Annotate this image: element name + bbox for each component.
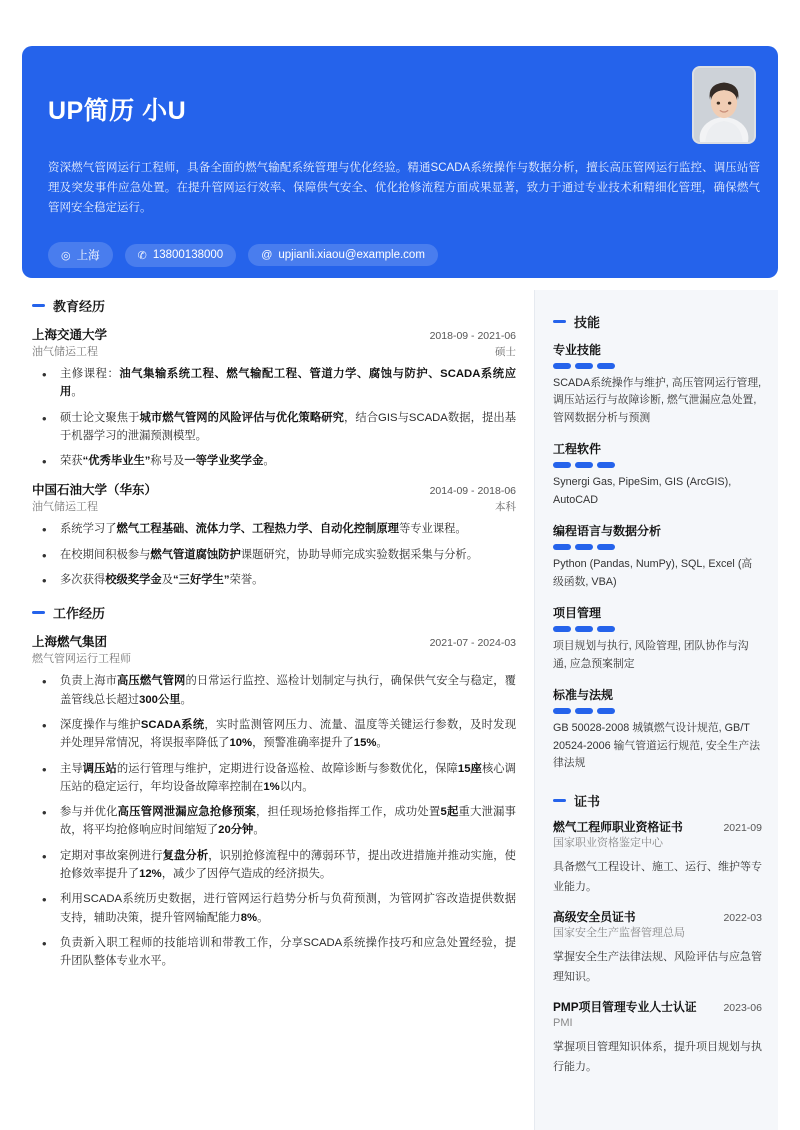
skill-detail: Synergi Gas, PipeSim, GIS (ArcGIS), AutoCAD [553, 476, 732, 506]
skill-name: 编程语言与数据分析 [553, 524, 662, 539]
section-dash-icon [553, 320, 566, 323]
section-education-title: 教育经历 [53, 299, 106, 314]
main-column [22, 290, 534, 1130]
skill-level-meter [553, 363, 762, 369]
skill-level-bar [597, 363, 615, 369]
section-work [32, 603, 516, 622]
certificate-name: PMP项目管理专业人士认证 [553, 999, 697, 1014]
certificate-date: 2022-03 [723, 911, 762, 924]
bullet-item: • 系统学习了燃气工程基础、流体力学、工程热力学、自动化控制原理等专业课程。 [32, 520, 516, 538]
skill-level-meter [553, 626, 762, 632]
bullet-item: • 参与并优化高压管网泄漏应急抢修预案，担任现场抢修指挥工作，成功处置5起重大泄漏事故，将平均抢修响应时间缩短了20分钟。 [32, 803, 516, 840]
certificate-date: 2021-09 [723, 821, 762, 834]
work-entry [32, 632, 516, 970]
bullet-item: • 负责上海市高压燃气管网的日常运行监控、巡检计划制定与执行，确保供气安全与稳定，覆盖管线总长超过300公里。 [32, 672, 516, 709]
education-major: 油气储运工程 [32, 501, 98, 514]
bullet-item: • 深度操作与维护SCADA系统，实时监测管网压力、流量、温度等关键运行参数，及时发现并处理异常情况，将误报率降低了10%，预警准确率提升了15%。 [32, 716, 516, 753]
bullet-item: • 主导调压站的运行管理与维护，定期进行设备巡检、故障诊断与参数优化，保障15座核心调压站的稳定运行，年均设备故障率控制在1%以内。 [32, 760, 516, 797]
bullet-list [32, 520, 516, 589]
bullet-item: • 定期对事故案例进行复盘分析，识别抢修流程中的薄弱环节，提出改进措施并推动实施，使抢修效率提升了12%，减少了因停气造成的经济损失。 [32, 847, 516, 884]
skill-detail: 项目规划与执行, 风险管理, 团队协作与沟通, 应急预案制定 [553, 640, 749, 670]
avatar [692, 66, 756, 144]
resume-body [22, 290, 778, 1130]
skill-level-bar [597, 544, 615, 550]
certificate-name: 燃气工程师职业资格证书 [553, 819, 683, 834]
contact-phone[interactable] [125, 244, 237, 267]
certificate-issuer: 国家职业资格鉴定中心 [553, 836, 663, 849]
skill-block [553, 341, 762, 427]
skill-block [553, 686, 762, 772]
skill-block [553, 440, 762, 509]
certificate-description: 具备燃气工程设计、施工、运行、维护等专业能力。 [553, 861, 762, 894]
skill-level-bar [597, 626, 615, 632]
bullet-item: • 负责新入职工程师的技能培训和带教工作，分享SCADA系统操作技巧和应急处置经验，提升团队整体专业水平。 [32, 934, 516, 971]
section-certificates [553, 791, 762, 810]
education-school: 上海交通大学 [32, 328, 108, 342]
section-dash-icon [32, 611, 45, 614]
work-company: 上海燃气集团 [32, 635, 108, 650]
education-entry [32, 480, 516, 589]
contact-location[interactable] [48, 242, 113, 268]
page-title: UP简历 小U [48, 97, 187, 125]
section-dash-icon [553, 799, 566, 802]
work-date: 2021-07 - 2024-03 [429, 637, 516, 650]
bullet-item: • 主修课程：油气集输系统工程、燃气输配工程、管道力学、腐蚀与防护、SCADA系统应用。 [32, 365, 516, 402]
certificate-description: 掌握项目管理知识体系，提升项目规划与执行能力。 [553, 1041, 762, 1074]
certificate-name: 高级安全员证书 [553, 909, 636, 924]
bullet-list [32, 365, 516, 470]
skill-block [553, 522, 762, 591]
education-date: 2014-09 - 2018-06 [429, 485, 516, 498]
skill-level-bar [575, 462, 593, 468]
skill-level-meter [553, 544, 762, 550]
certificate-entry [553, 910, 762, 988]
skill-level-bar [575, 544, 593, 550]
work-role: 燃气管网运行工程师 [32, 653, 131, 666]
skill-name: 工程软件 [553, 442, 602, 457]
certificate-issuer: 国家安全生产监督管理总局 [553, 926, 685, 939]
skill-level-bar [597, 708, 615, 714]
contact-location-value: 上海 [76, 250, 100, 262]
certificate-entry [553, 1000, 762, 1078]
bullet-list [32, 672, 516, 970]
skill-level-bar [553, 363, 571, 369]
skill-block [553, 604, 762, 673]
education-list [32, 325, 516, 589]
email-icon: @ [261, 249, 273, 261]
education-degree: 硕士 [495, 346, 516, 358]
certificate-entry [553, 820, 762, 898]
contact-email[interactable] [248, 244, 438, 266]
contact-email-value: upjianli.xiaou@example.com [278, 249, 425, 261]
education-date: 2018-09 - 2021-06 [429, 330, 516, 342]
profile-summary: 资深燃气管网运行工程师，具备全面的燃气输配系统管理与优化经验。精通SCADA系统操作与数据分析，擅长高压管网运行监控、调压站管理及突发事件应急处置。在提升管网运行效率、保障供气安全、优化抢修流程方面成果显著，致力于通过专业技术和精细化管理，确保燃气管网安全稳定运行。 [48, 162, 760, 215]
work-list [32, 632, 516, 970]
certificate-description: 掌握安全生产法律法规、风险评估与应急管理知识。 [553, 951, 762, 984]
skills-list [553, 341, 762, 773]
certificates-list [553, 820, 762, 1078]
education-school: 中国石油大学（华东） [32, 483, 158, 498]
sidebar-column [534, 290, 778, 1130]
skill-name: 标准与法规 [553, 688, 614, 703]
skill-detail: GB 50028-2008 城镇燃气设计规范, GB/T 20524-2006 输气管道运行规范, 安全生产法律法规 [553, 722, 760, 770]
section-skills-title: 技能 [574, 315, 601, 330]
section-certificates-title: 证书 [574, 793, 601, 809]
bullet-item: • 硕士论文聚焦于城市燃气管网的风险评估与优化策略研究，结合GIS与SCADA数据，提出基于机器学习的泄漏预测模型。 [32, 409, 516, 446]
bullet-item: • 荣获“优秀毕业生”称号及一等学业奖学金。 [32, 452, 516, 470]
skill-level-bar [553, 626, 571, 632]
certificate-date: 2023-06 [723, 1001, 762, 1014]
section-education [32, 296, 516, 315]
skill-level-meter [553, 708, 762, 714]
contact-phone-value: 13800138000 [152, 249, 224, 261]
section-dash-icon [32, 304, 45, 307]
skill-level-bar [553, 544, 571, 550]
skill-detail: SCADA系统操作与维护, 高压管网运行管理, 调压站运行与故障诊断, 燃气泄漏应急处置, 管网数据分析与预测 [553, 377, 762, 424]
bullet-item: • 多次获得校级奖学金及“三好学生”荣誉。 [32, 571, 516, 589]
skill-name: 项目管理 [553, 606, 602, 621]
skill-name: 专业技能 [553, 343, 602, 357]
skill-level-meter [553, 462, 762, 468]
skill-level-bar [575, 626, 593, 632]
education-degree: 本科 [495, 501, 516, 514]
skill-level-bar [575, 708, 593, 714]
bullet-item: • 在校期间积极参与燃气管道腐蚀防护课题研究，协助导师完成实验数据采集与分析。 [32, 546, 516, 564]
education-major: 油气储运工程 [32, 346, 98, 358]
education-entry [32, 325, 516, 470]
resume-header [22, 46, 778, 278]
skill-level-bar [575, 363, 593, 369]
skill-level-bar [553, 462, 571, 468]
location-pin-icon: ◎ [61, 249, 71, 262]
section-skills [553, 312, 762, 331]
certificate-issuer: PMI [553, 1016, 573, 1029]
section-work-title: 工作经历 [53, 606, 106, 622]
skill-level-bar [597, 462, 615, 468]
skill-level-bar [553, 708, 571, 714]
skill-detail: Python (Pandas, NumPy), SQL, Excel (高级函数, VBA) [553, 558, 753, 588]
phone-icon: ✆ [137, 249, 147, 262]
contact-pills [48, 242, 438, 268]
bullet-item: • 利用SCADA系统历史数据，进行管网运行趋势分析与负荷预测，为管网扩容改造提供数据支持，辅助决策，提升管网输配能力8%。 [32, 890, 516, 927]
